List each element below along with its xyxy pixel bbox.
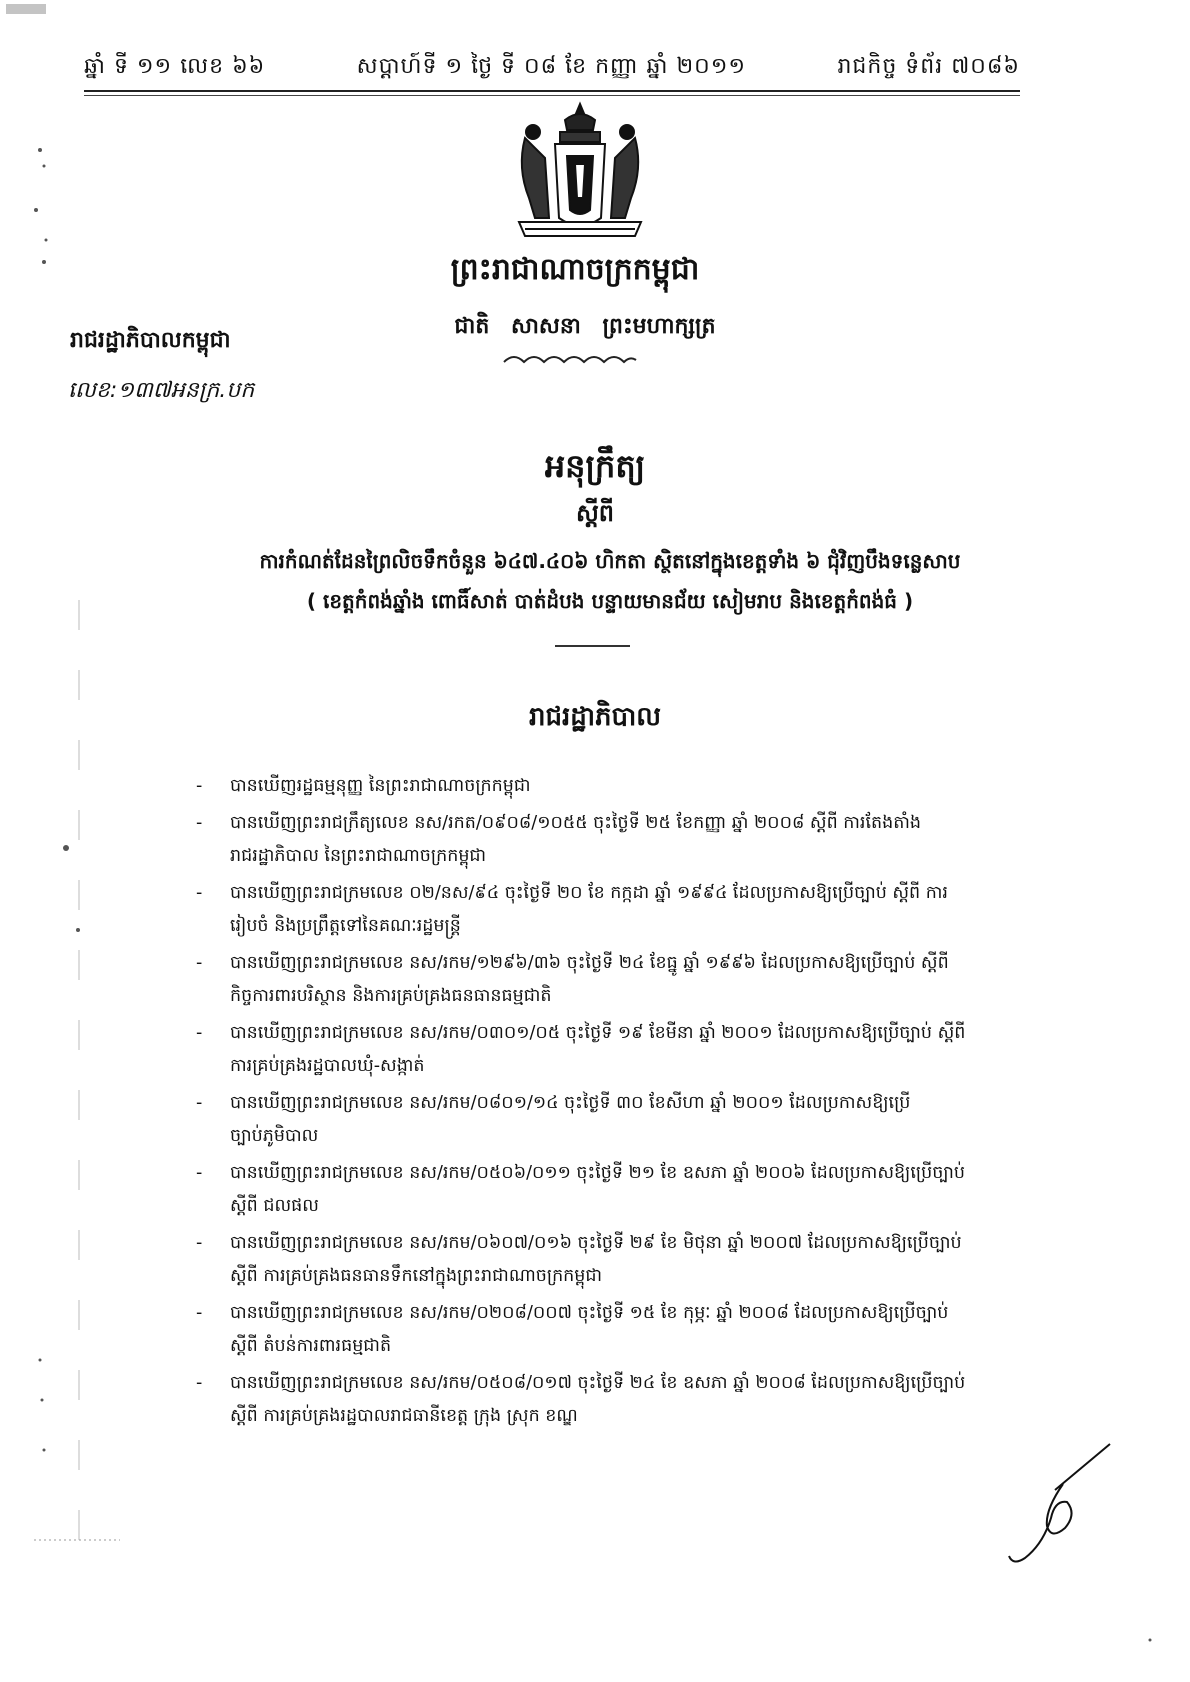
- list-item: [196, 807, 1076, 873]
- list-item-line-2: រៀបចំ និងប្រព្រឹត្តទៅនៃគណៈរដ្ឋមន្ត្រី: [230, 916, 461, 936]
- list-item-line-2: ស្តីពី តំបន់ការពារធម្មជាតិ: [230, 1336, 392, 1356]
- list-item-line-1: បានឃើញព្រះរាជក្រមលេខ នស/រកម/០៥០៨/០១៧ ចុះថ្ងៃទី ២៤ ខែ ឧសភា ឆ្នាំ ២០០៨ ដែលប្រកាសឱ្យប្រើច្បាប់: [230, 1373, 966, 1393]
- subject-line-2: ( ខេត្តកំពង់ឆ្នាំង ពោធិ៍សាត់ បាត់ដំបង បន្ទាយមានជ័យ សៀមរាប និងខេត្តកំពង់ធំ ): [306, 589, 914, 613]
- list-item-line-1: បានឃើញរដ្ឋធម្មនុញ្ញ នៃព្រះរាជាណាចក្រកម្ពុជា: [230, 776, 531, 796]
- document-type: អនុក្រឹត្យ: [544, 447, 646, 485]
- list-item-line-1: បានឃើញព្រះរាជក្រមលេខ ០២/នស/៩៤ ចុះថ្ងៃទី ២០ ខែ កក្កដា ឆ្នាំ ១៩៩៤ ដែលប្រកាសឱ្យប្រើច្បាប់ ស្តីពី ការ: [230, 883, 948, 903]
- list-dash: -: [196, 1373, 203, 1393]
- list-dash: -: [196, 776, 203, 796]
- header-issue: ឆ្នាំ ទី ១១ លេខ ៦៦: [84, 54, 266, 79]
- list-dash: -: [196, 883, 203, 903]
- gazette-header: [84, 52, 1020, 84]
- list-item-line-2: រាជរដ្ឋាភិបាល នៃព្រះរាជាណាចក្រកម្ពុជា: [230, 846, 487, 866]
- list-dash: -: [196, 1093, 203, 1113]
- list-item-line-1: បានឃើញព្រះរាជក្រមលេខ នស/រកម/០២០៨/០០៧ ចុះថ្ងៃទី ១៥ ខែ កុម្ភៈ ឆ្នាំ ២០០៨ ដែលប្រកាសឱ្យប្រើច្បាប់: [230, 1303, 949, 1323]
- list-item-line-1: បានឃើញព្រះរាជក្រមលេខ នស/រកម/០៣០១/០៥ ចុះថ្ងៃទី ១៩ ខែមីនា ឆ្នាំ ២០០១ ដែលប្រកាសឱ្យប្រើច្បាប់ ស្តីពី: [230, 1023, 966, 1043]
- list-item-line-2: ច្បាប់ភូមិបាល: [230, 1126, 319, 1146]
- list-item: [196, 1367, 1076, 1433]
- list-dash: -: [196, 1163, 203, 1183]
- list-dash: -: [196, 1303, 203, 1323]
- kingdom-title: ព្រះរាជាណាចក្រកម្ពុជា: [450, 252, 700, 287]
- list-item-line-1: បានឃើញព្រះរាជក្រមលេខ នស/រកម/១២៩៦/៣៦ ចុះថ្ងៃទី ២៤ ខែធ្នូ ឆ្នាំ ១៩៩៦ ដែលប្រកាសឱ្យប្រើច្បាប់ ស្តីពី: [230, 953, 949, 973]
- list-item-line-2: ស្តីពី ជលផល: [230, 1196, 319, 1216]
- list-item: [196, 877, 1076, 943]
- issuer-government: រាជរដ្ឋាភិបាលកម្ពុជា: [70, 328, 231, 353]
- list-item: [196, 770, 1076, 803]
- list-item-line-1: បានឃើញព្រះរាជក្រមលេខ នស/រកម/០៥០៦/០១១ ចុះថ្ងៃទី ២១ ខែ ឧសភា ឆ្នាំ ២០០៦ ដែលប្រកាសឱ្យប្រើច្បាប់: [230, 1163, 965, 1183]
- document-number: លេខ:១៣៧អនក្រ.បក: [68, 378, 255, 403]
- list-dash: -: [196, 1023, 203, 1043]
- header-divider-thin: [84, 95, 1020, 96]
- concerning-label: ស្តីពី: [575, 499, 615, 527]
- national-motto: ជាតិ សាសនា ព្រះមហាក្សត្រ: [454, 314, 716, 339]
- list-item-line-2: ស្តីពី ការគ្រប់គ្រងធនធានទឹកនៅក្នុងព្រះរាជាណាចក្រកម្ពុជា: [230, 1266, 603, 1286]
- royal-emblem-icon: [505, 98, 655, 243]
- list-dash: -: [196, 953, 203, 973]
- header-date: សប្តាហ៍ទី ១ ថ្ងៃ ទី ០៨ ខែ កញ្ញា ឆ្នាំ ២០១១: [356, 54, 747, 79]
- list-item: [196, 1157, 1076, 1223]
- signature-icon: [985, 1440, 1115, 1570]
- list-item-line-1: បានឃើញព្រះរាជក្រមលេខ នស/រកម/០៦០៧/០១៦ ចុះថ្ងៃទី ២៩ ខែ មិថុនា ឆ្នាំ ២០០៧ ដែលប្រកាសឱ្យប្រើច្បាប់: [230, 1233, 962, 1253]
- subject-line-1: ការកំណត់ដែនព្រៃលិចទឹកចំនួន ៦៤៧.៤០៦ ហិកតា ស្ថិតនៅក្នុងខេត្តទាំង ៦ ជុំវិញបឹងទន្លេសាប: [259, 549, 961, 573]
- list-item: [196, 1017, 1076, 1083]
- section-heading: រាជរដ្ឋាភិបាល: [528, 702, 662, 732]
- list-item: [196, 1087, 1076, 1153]
- list-item: [196, 1227, 1076, 1293]
- ornament-icon: [500, 350, 640, 368]
- list-item: [196, 1297, 1076, 1363]
- list-item-line-2: កិច្ចការពារបរិស្ថាន និងការគ្រប់គ្រងធនធានធម្មជាតិ: [230, 986, 552, 1006]
- list-item-line-2: ស្តីពី ការគ្រប់គ្រងរដ្ឋបាលរាជធានីខេត្ត ក្រុង ស្រុក ខណ្ឌ: [230, 1406, 578, 1426]
- header-page: រាជកិច្ច ទំព័រ ៧០៨៦: [837, 54, 1020, 79]
- preamble-list: [196, 770, 1076, 1437]
- title-divider: [555, 645, 630, 647]
- list-item-line-1: បានឃើញព្រះរាជក្រមលេខ នស/រកម/០៨០១/១៤ ចុះថ្ងៃទី ៣០ ខែសីហា ឆ្នាំ ២០០១ ដែលប្រកាសឱ្យប្រើ: [230, 1093, 911, 1113]
- header-divider: [84, 90, 1020, 92]
- list-dash: -: [196, 813, 203, 833]
- list-item: [196, 947, 1076, 1013]
- list-item-line-2: ការគ្រប់គ្រងរដ្ឋបាលឃុំ-សង្កាត់: [230, 1056, 425, 1076]
- list-item-line-1: បានឃើញព្រះរាជក្រឹត្យលេខ នស/រកត/០៩០៨/១០៥៥ ចុះថ្ងៃទី ២៥ ខែកញ្ញា ឆ្នាំ ២០០៨ ស្តីពី ការតែងតាំង: [230, 813, 922, 833]
- list-dash: -: [196, 1233, 203, 1253]
